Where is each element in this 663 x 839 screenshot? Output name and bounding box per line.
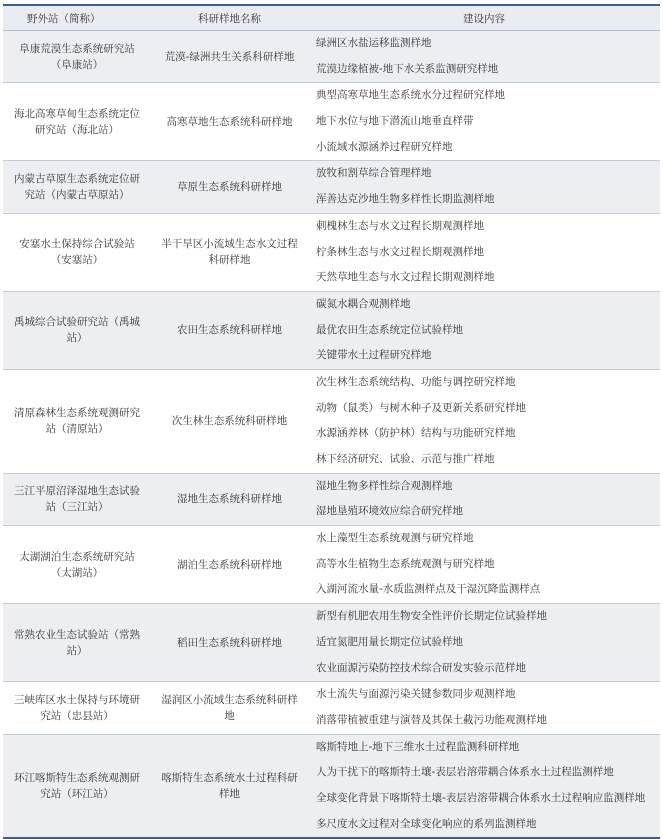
construction-item: 水源涵养林（防护林）结构与功能研究样地 [316,427,516,440]
table-row [3,604,660,682]
table-row [3,473,660,525]
construction-items [308,161,660,213]
table-row [3,734,660,838]
construction-item: 地下水位与地下潜流山地垂直样带 [316,115,474,128]
construction-item: 入湖河流水量-水质监测样点及干湿沉降监测样点 [316,583,541,596]
station-table [3,4,660,839]
construction-items [308,473,660,525]
plot-name: 湖泊生态系统科研样地 [151,526,308,604]
construction-item: 高等水生植物生态系统观测与研究样地 [316,557,495,570]
construction-item: 浑善达克沙地生物多样性长期监测样地 [316,193,495,206]
header-plot: 科研样地名称 [151,5,308,31]
header-content: 建设内容 [308,5,660,31]
table-row [3,291,660,369]
construction-items [308,31,660,83]
plot-name: 湿地生态系统科研样地 [151,473,308,525]
construction-items [308,83,660,161]
table-row [3,31,660,83]
construction-item: 湿地垦殖环境效应综合研究样地 [316,505,463,518]
station-name: 阜康荒漠生态系统研究站（阜康站） [3,31,151,83]
plot-name: 湿润区小流域生态系统科研样地 [151,682,308,734]
construction-item: 次生林生态系统结构、功能与调控研究样地 [316,375,516,388]
construction-items [308,526,660,604]
plot-name: 荒漠-绿洲共生关系科研样地 [151,31,308,83]
station-name: 三峡库区水土保持与环境研究站（忠县站） [3,682,151,734]
construction-items [308,604,660,682]
plot-name: 草原生态系统科研样地 [151,161,308,213]
construction-item: 人为干扰下的喀斯特土壤-表层岩溶带耦合体系水土过程监测样地 [316,766,614,779]
station-name: 三江平原沼泽湿地生态试验站（三江站） [3,473,151,525]
construction-item: 天然草地生态与水文过程长期观测样地 [316,271,495,284]
table-row [3,682,660,734]
station-name: 安塞水土保持综合试验站（安塞站） [3,213,151,291]
construction-item: 林下经济研究、试验、示范与推广样地 [316,453,495,465]
construction-item: 小流域水源涵养过程研究样地 [316,140,453,153]
construction-item: 刺槐林生态与水文过程长期观测样地 [316,219,484,232]
table-row [3,161,660,213]
construction-item: 新型有机肥农用生物安全性评价长期定位试验样地 [316,610,547,623]
construction-item: 绿洲区水盐运移监测样地 [316,37,432,49]
construction-item: 荒漠边缘植被-地下水关系监测研究样地 [316,62,499,75]
plot-name: 次生林生态系统科研样地 [151,369,308,473]
station-name: 禹城综合试验研究站（禹城站） [3,291,151,369]
construction-item: 适宜氮肥用量长期定位试验样地 [316,635,463,648]
plot-name: 半干旱区小流域生态水文过程科研样地 [151,213,308,291]
construction-item: 水土流失与面源污染关键参数同步观测样地 [316,688,516,701]
construction-items [308,682,660,734]
table-row [3,213,660,291]
construction-item: 消落带植被重建与演替及其保土截污功能观测样地 [316,713,547,726]
construction-item: 碳氮水耦合观测样地 [316,297,411,310]
station-name: 清原森林生态系统观测研究站（清原站） [3,369,151,473]
construction-item: 关键带水土过程研究样地 [316,349,432,362]
plot-name: 稻田生态系统科研样地 [151,604,308,682]
construction-items [308,291,660,369]
table-row [3,83,660,161]
construction-items [308,734,660,838]
construction-item: 最优农田生态系统定位试验样地 [316,323,463,336]
construction-items [308,213,660,291]
plot-name: 农田生态系统科研样地 [151,291,308,369]
construction-item: 柠条林生态与水文过程长期观测样地 [316,245,484,258]
plot-name: 喀斯特生态系统水土过程科研样地 [151,734,308,838]
table-body [3,31,660,839]
construction-item: 喀斯特地上-地下三维水土过程监测科研样地 [316,740,520,753]
station-name: 海北高寒草甸生态系统定位研究站（海北站） [3,83,151,161]
station-name: 内蒙古草原生态系统定位研究站（内蒙古草原站） [3,161,151,213]
construction-item: 水上藻型生态系统观测与研究样地 [316,532,474,545]
construction-item: 农业面源污染防控技术综合研发实验示范样地 [316,661,526,674]
construction-item: 全球变化背景下喀斯特土壤-表层岩溶带耦合体系水土过程响应监测样地 [316,791,646,804]
table-row [3,526,660,604]
table-header-row [3,5,660,31]
construction-item: 放牧和割草综合管理样地 [316,167,432,180]
construction-item: 动物（鼠类）与树木种子及更新关系研究样地 [316,401,526,414]
construction-item: 多尺度水文过程对全球变化响应的系列监测样地 [316,817,537,830]
construction-item: 湿地生物多样性综合观测样地 [316,479,453,492]
plot-name: 高寒草地生态系统科研样地 [151,83,308,161]
construction-item: 典型高寒草地生态系统水分过程研究样地 [316,89,505,102]
station-name: 环江喀斯特生态系统观测研究站（环江站） [3,734,151,838]
construction-items [308,369,660,473]
station-name: 太湖湖泊生态系统研究站（太湖站） [3,526,151,604]
header-station: 野外站（简称） [3,5,151,31]
table-row [3,369,660,473]
station-name: 常熟农业生态试验站（常熟站） [3,604,151,682]
